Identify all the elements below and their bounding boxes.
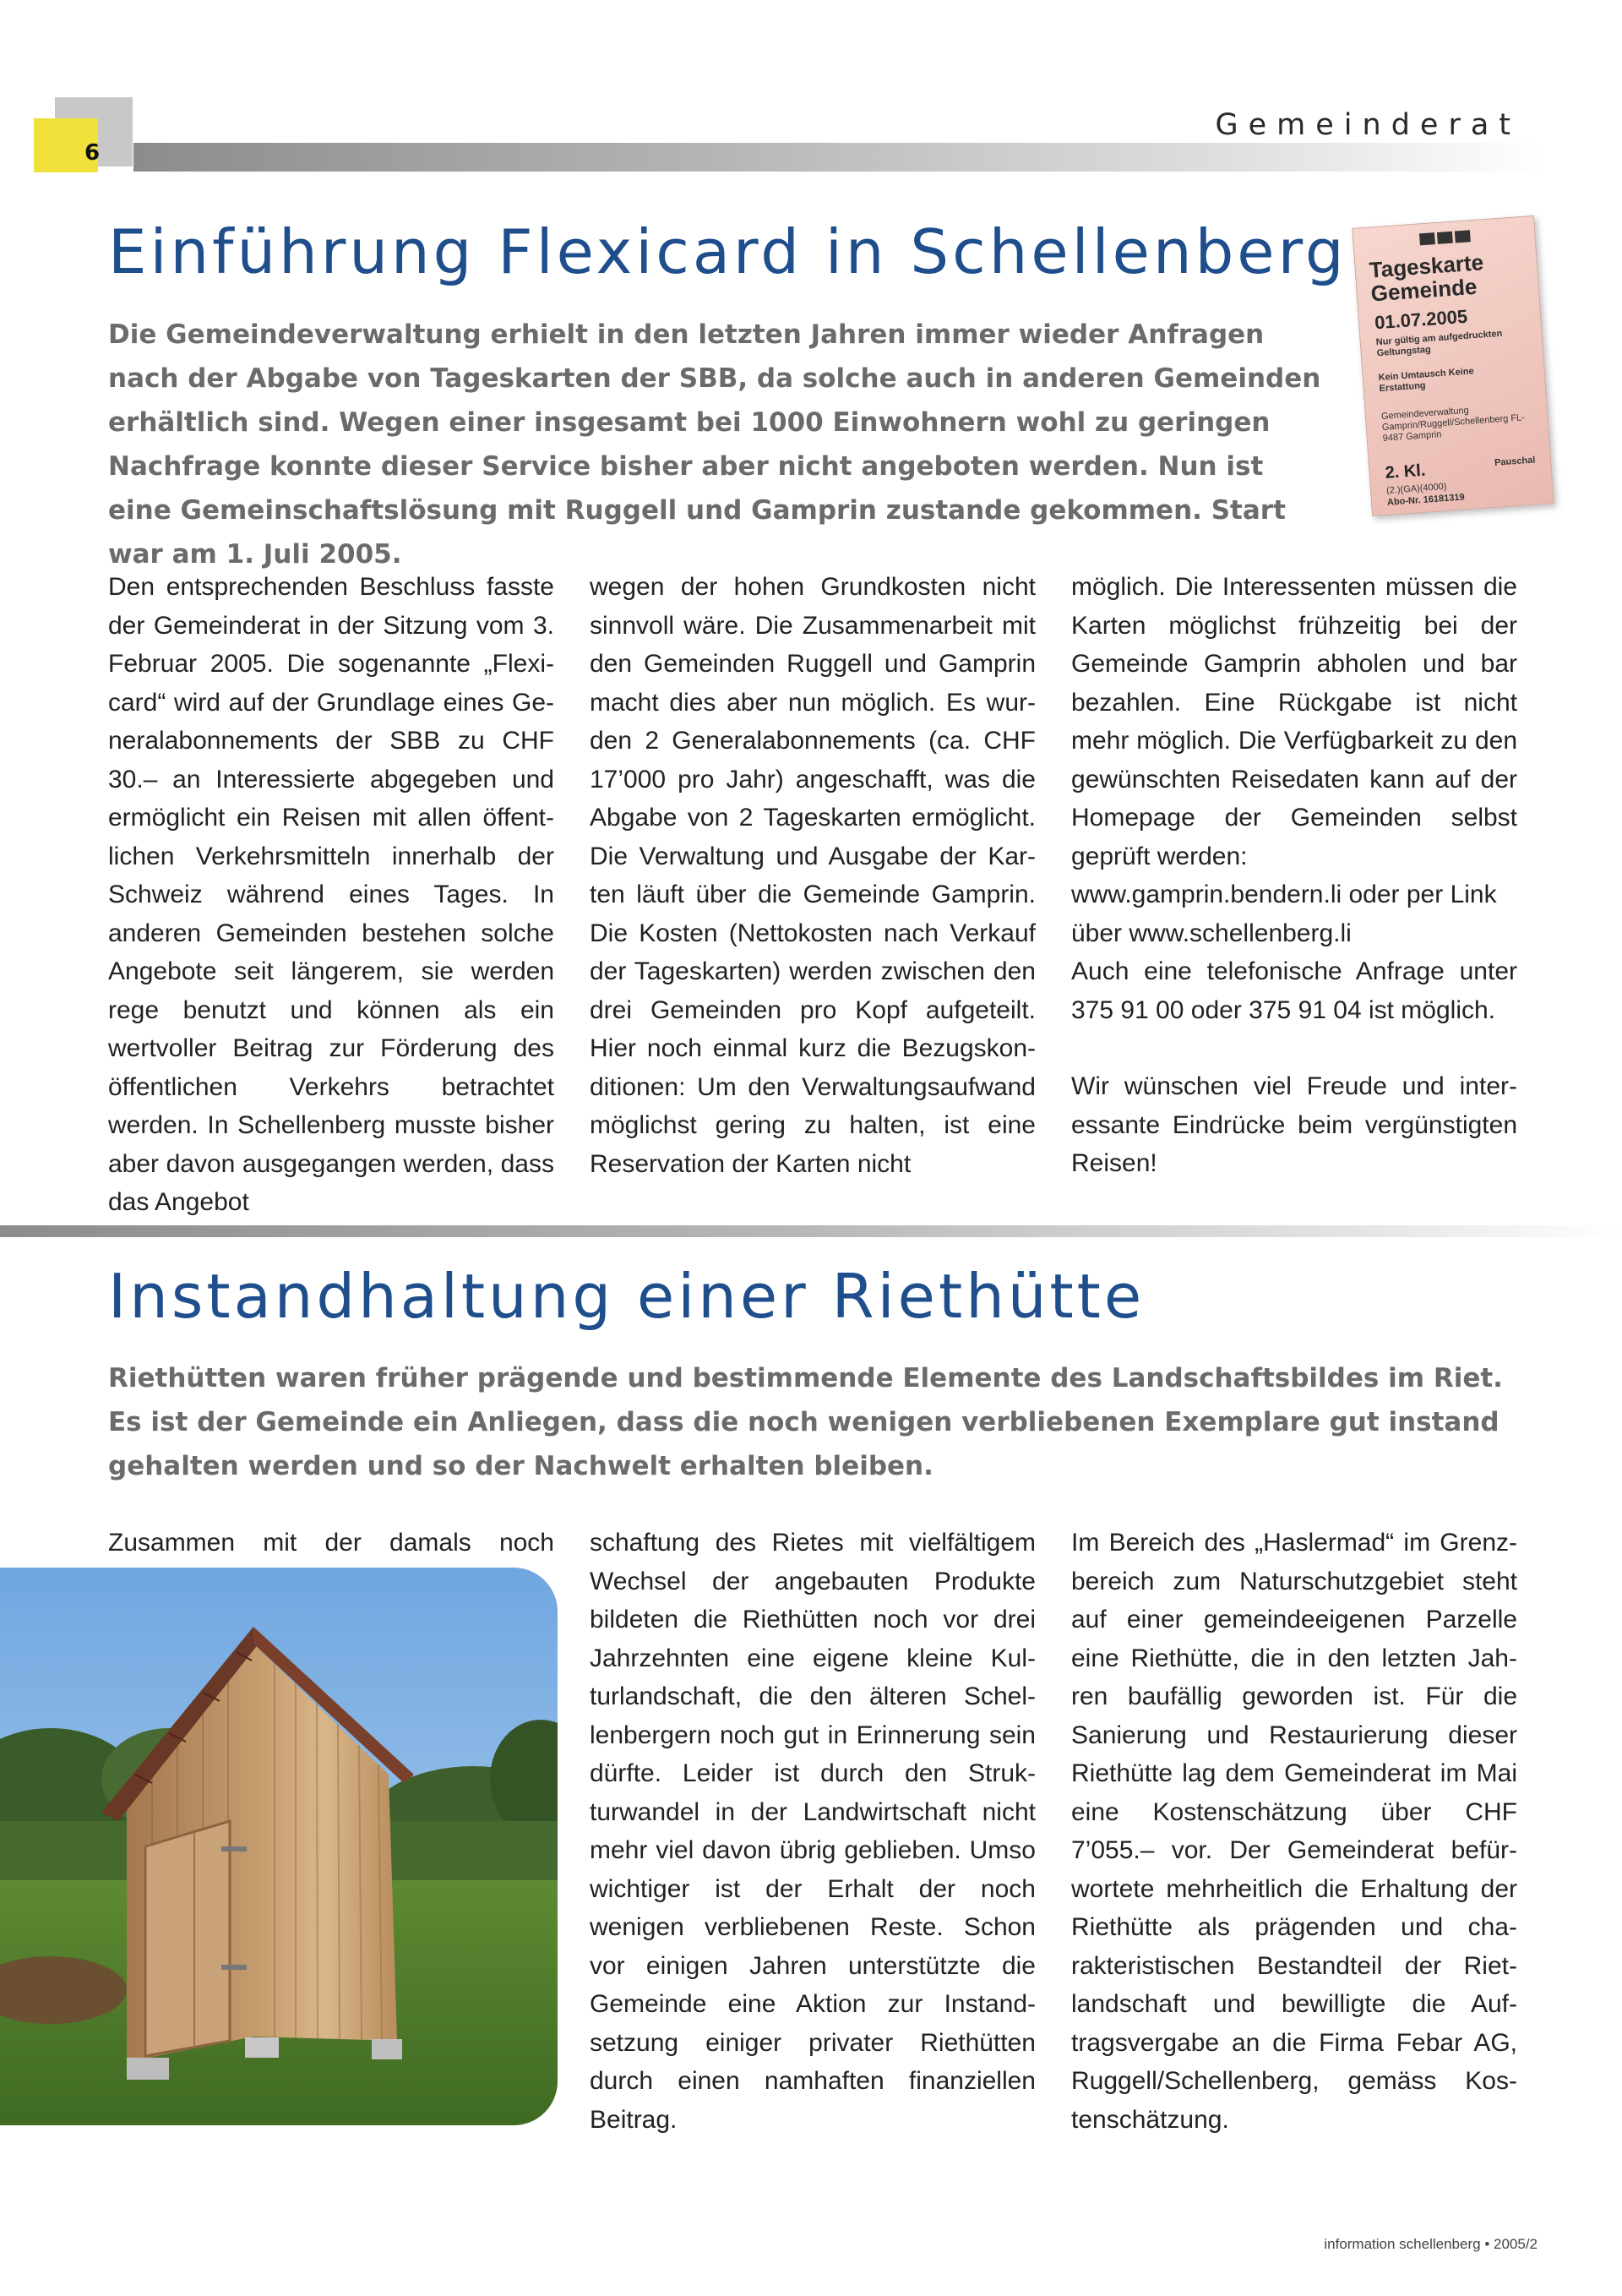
ticket-issuer: Gemeindeverwaltung Gamprin/Ruggell/Schellenberg FL-9487 Gamprin (1380, 405, 1526, 444)
article2-column1: Zusammen mit der damals noch (108, 1529, 554, 1557)
article1-column3-p3: Wir wünschen viel Freude und interessante Eindrücke beim vergünstigten Reisen! (1071, 1072, 1517, 1177)
ticket-type: Pauschal (1494, 455, 1536, 468)
article2-title: Instandhaltung einer Riethütte (108, 1261, 1146, 1332)
footer-issue: 2005/2 (1494, 2236, 1538, 2252)
header-rule (133, 143, 1546, 172)
page-number: 6 (84, 140, 101, 166)
article1-column3-links[interactable]: www.gamprin.bendern.li oder per Link über www.schellenberg.li (1071, 881, 1497, 947)
article1-column1: Den entsprechenden Beschluss fasste der Gemeinderat in der Sitzung vom 3. Februar 2005. Die sogenannte „Flexicard“ wird auf der Grundlage eines Generalabonnements der SBB zu CHF 30.– an Interessierte abgegeben und ermöglicht ein Reisen mit allen öffentlichen Verkehrsmitteln innerhalb der Schweiz während eines Tages. In anderen Gemeinden bestehen solche Angebote seit längerem, sie werden rege benutzt und können als ein wertvoller Beitrag zur Förderung des öffentlichen Verkehrs betrachtet werden. In Schellenberg musste bisher aber davon ausgegangen werden, dass das Angebot (108, 573, 554, 1216)
ticket-note2: Kein Umtausch Keine Erstattung (1378, 366, 1475, 395)
section-title: Gemeinderat (1215, 108, 1521, 142)
riethuette-photo (0, 1568, 558, 2125)
article1-lead: Die Gemeindeverwaltung erhielt in den letzten Jahren immer wieder Anfragen nach der Abgabe von Tageskarten der SBB, da solche auch in anderen Gemeinden erhältlich sind. Wegen einer insgesamt bei 1000 Einwohnern wohl zu geringen Nachfrage konnte dieser Service bisher aber nicht angeboten werden. Nun ist eine Gemeinschaftslösung mit Ruggell und Gamprin zustande gekommen. Start war am 1. Juli 2005. (108, 319, 1321, 570)
ticket-note1: Nur gültig am aufgedruckten Geltungstag (1375, 328, 1503, 359)
ticket-code: (2.)(GA)(4000) (1385, 481, 1447, 496)
section-divider (0, 1225, 1622, 1237)
article1-column3 (1071, 568, 1517, 1183)
sbb-logos-icon (1419, 229, 1479, 247)
ticket-title (1369, 250, 1486, 305)
article2-lead: Riethütten waren früher prägende und bestimmende Elemente des Landschaftsbildes im Riet. Es ist der Gemeinde ein Anliegen, dass die noch wenigen verbliebenen Exemplare gut instand gehalten werden und so der Nachwelt erhalten bleiben. (108, 1363, 1503, 1481)
ticket-image (1352, 215, 1554, 516)
article1-column3-p1: möglich. Die Interessenten müssen die Karten möglichst frühzeitig bei der Gemeinde Gamprin abholen und bar bezahlen. Eine Rückgabe ist nicht mehr möglich. Die Verfügbarkeit zu den gewünschten Reisedaten kann auf der Homepage der Gemeinden selbst geprüft werden: (1071, 573, 1517, 870)
article1-column3-p2: Auch eine telefonische Anfrage unter 375 91 00 oder 375 91 04 ist möglich. (1071, 957, 1517, 1024)
article1-column2: wegen der hohen Grundkosten nicht sinnvoll wäre. Die Zusammenarbeit mit den Gemeinden Ruggell und Gamprin macht dies aber nun möglich. Es wurden 2 Generalabonnements (ca. CHF 17’000 pro Jahr) angeschafft, was die Abgabe von 2 Tageskarten ermöglicht. Die Verwaltung und Ausgabe der Karten läuft über die Gemeinde Gamprin. Die Kosten (Nettokosten nach Verkauf der Tageskarten) werden zwischen den drei Gemeinden pro Kopf aufgeteilt. Hier noch einmal kurz die Bezugskonditionen: Um den Verwaltungsaufwand möglichst gering zu halten, ist eine Reservation der Karten nicht (590, 573, 1036, 1178)
article2-column3: Im Bereich des „Haslermad“ im Grenzbereich zum Naturschutzgebiet steht auf einer gemeindeeigenen Parzelle eine Riethütte, die in den letzten Jahren baufällig geworden ist. Für die Sanierung und Restaurierung dieser Riethütte lag dem Gemeinderat im Mai eine Kostenschätzung über CHF 7’055.– vor. Der Gemeinderat befürwortete mehrheitlich die Erhaltung der Riethütte als prägenden und charakteristischen Bestandteil der Rietlandschaft und bewilligte die Auftragsvergabe an die Firma Febar AG, Ruggell/Schellenberg, gemäss Kostenschätzung. (1071, 1529, 1517, 2134)
footer-separator: • (1484, 2236, 1490, 2252)
ticket-title-line1: Tageskarte (1368, 249, 1484, 283)
ticket-title-line2: Gemeinde (1369, 273, 1478, 307)
footer (1324, 2236, 1538, 2253)
ticket-abo: Abo-Nr. 16181319 (1386, 492, 1466, 508)
ticket-date: 01.07.2005 (1374, 305, 1468, 334)
footer-publication: information schellenberg (1324, 2236, 1481, 2252)
article1-title: Einführung Flexicard in Schellenberg (108, 216, 1347, 287)
article2-column2: schaftung des Rietes mit vielfältigem Wechsel der angebauten Produkte bildeten die Riethütten noch vor drei Jahrzehnten eine eigene kleine Kulturlandschaft, die den älteren Schellenbergern noch gut in Erinnerung sein dürfte. Leider ist durch den Strukturwandel in der Landwirtschaft nicht mehr viel davon übrig geblieben. Umso wichtiger ist der Erhalt der noch wenigen verbliebenen Reste. Schon vor einigen Jahren unterstützte die Gemeinde eine Aktion zur Instandsetzung einiger privater Riethütten durch einen namhaften finanziellen Beitrag. (590, 1529, 1036, 2134)
ticket-class: 2. Kl. (1384, 461, 1427, 483)
